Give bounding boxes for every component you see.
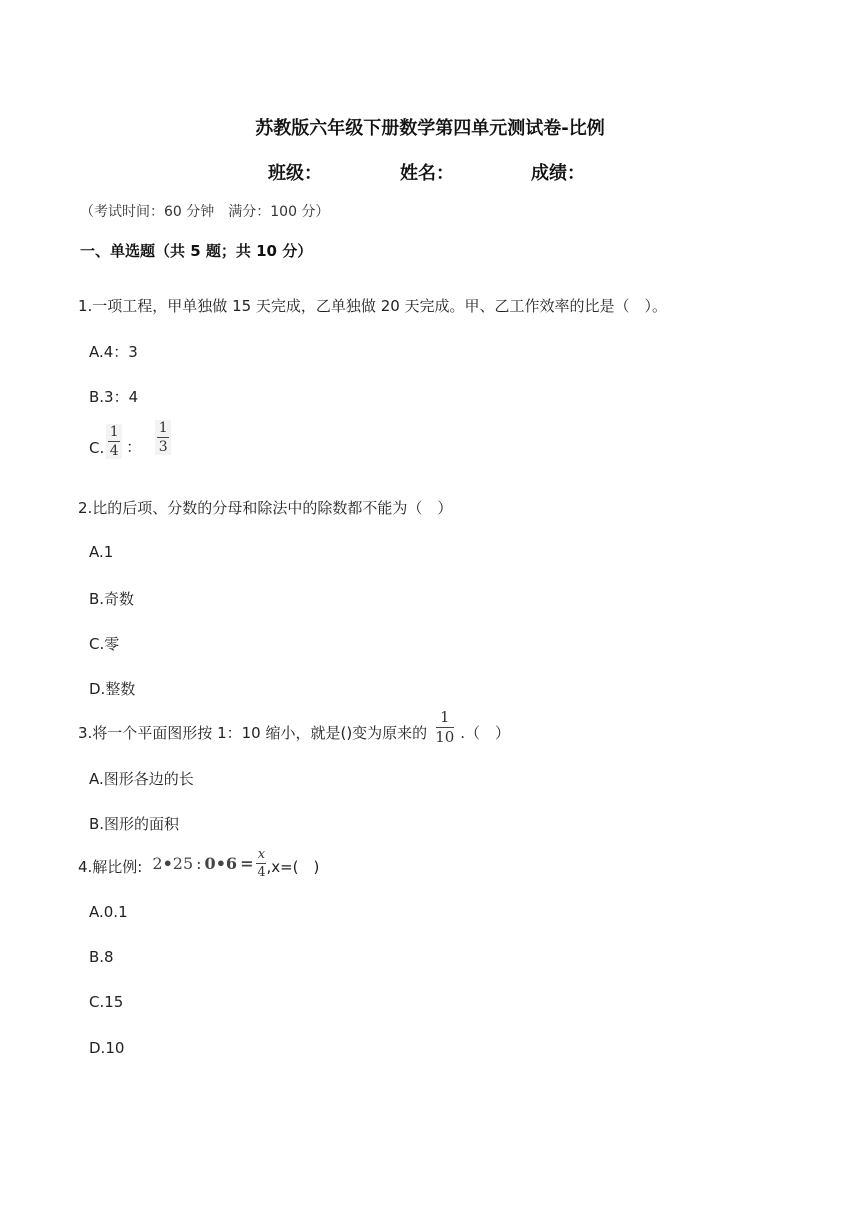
equation-term: 0 xyxy=(204,854,216,873)
question-4-option-d: D.10 xyxy=(89,1039,125,1057)
proportion-equation xyxy=(152,848,266,879)
fraction-denominator: 10 xyxy=(435,728,455,746)
question-3-stem xyxy=(78,710,510,745)
question-1-option-c xyxy=(89,420,171,459)
equation-term: • xyxy=(162,854,173,873)
equation-term: 6 xyxy=(225,854,238,873)
fraction-bar xyxy=(108,441,120,442)
fraction-x-over-4 xyxy=(256,848,266,879)
ratio-separator: ： xyxy=(126,438,142,456)
fraction-bar xyxy=(256,863,266,864)
fraction-numerator: x xyxy=(257,847,266,862)
question-4-stem-text: 4.解比例: xyxy=(78,858,143,876)
fraction-denominator: 3 xyxy=(158,439,168,455)
option-c-prefix: C. xyxy=(89,439,105,457)
question-4-stem-tail: ,x=( ) xyxy=(266,858,320,876)
section-title: 一、单选题（共 5 题；共 10 分） xyxy=(80,242,313,260)
question-4-option-b: B.8 xyxy=(89,948,114,966)
question-3-option-b: B.图形的面积 xyxy=(89,815,180,833)
question-4-stem xyxy=(78,848,319,879)
equation-term: • xyxy=(215,854,226,873)
equation-term: = xyxy=(240,854,254,873)
class-label: 班级： xyxy=(268,163,322,184)
question-3-option-a: A.图形各边的长 xyxy=(89,770,194,788)
question-3-stem-tail: .（ ） xyxy=(460,724,511,742)
question-3-stem-text: 3.将一个平面图形按 1：10 缩小，就是()变为原来的 xyxy=(78,724,428,742)
fraction-bar xyxy=(157,437,169,438)
student-info-row xyxy=(0,159,860,185)
fraction-denominator: 4 xyxy=(257,865,266,880)
document-title: 苏教版六年级下册数学第四单元测试卷-比例 xyxy=(255,118,605,139)
question-4-option-c: C.15 xyxy=(89,993,124,1011)
question-1-stem: 1.一项工程，甲单独做 15 天完成，乙单独做 20 天完成。甲、乙工作效率的比是（ ）。 xyxy=(78,297,668,315)
question-1-option-a: A.4：3 xyxy=(89,343,138,361)
fraction-one-tenth xyxy=(435,710,454,745)
question-1-option-b: B.3：4 xyxy=(89,388,139,406)
question-2-option-a: A.1 xyxy=(89,543,114,561)
fraction-numerator: 1 xyxy=(158,420,168,436)
question-2-option-d: D.整数 xyxy=(89,680,136,698)
equation-term: 2 xyxy=(152,854,163,873)
fraction-numerator: 1 xyxy=(439,708,450,726)
fraction-numerator: 1 xyxy=(109,424,119,440)
question-4-option-a: A.0.1 xyxy=(89,903,128,921)
equation-term: : xyxy=(196,854,202,873)
fraction-one-quarter xyxy=(106,424,122,459)
score-label: 成绩： xyxy=(531,163,585,184)
name-label: 姓名： xyxy=(400,163,454,184)
question-2-stem: 2.比的后项、分数的分母和除法中的除数都不能为（ ） xyxy=(78,499,453,517)
question-2-option-b: B.奇数 xyxy=(89,590,135,608)
exam-meta: （考试时间：60 分钟 满分：100 分） xyxy=(80,204,330,220)
fraction-denominator: 4 xyxy=(109,443,119,459)
question-2-option-c: C.零 xyxy=(89,635,120,653)
fraction-one-third xyxy=(155,420,171,455)
equation-term: 25 xyxy=(172,854,194,873)
